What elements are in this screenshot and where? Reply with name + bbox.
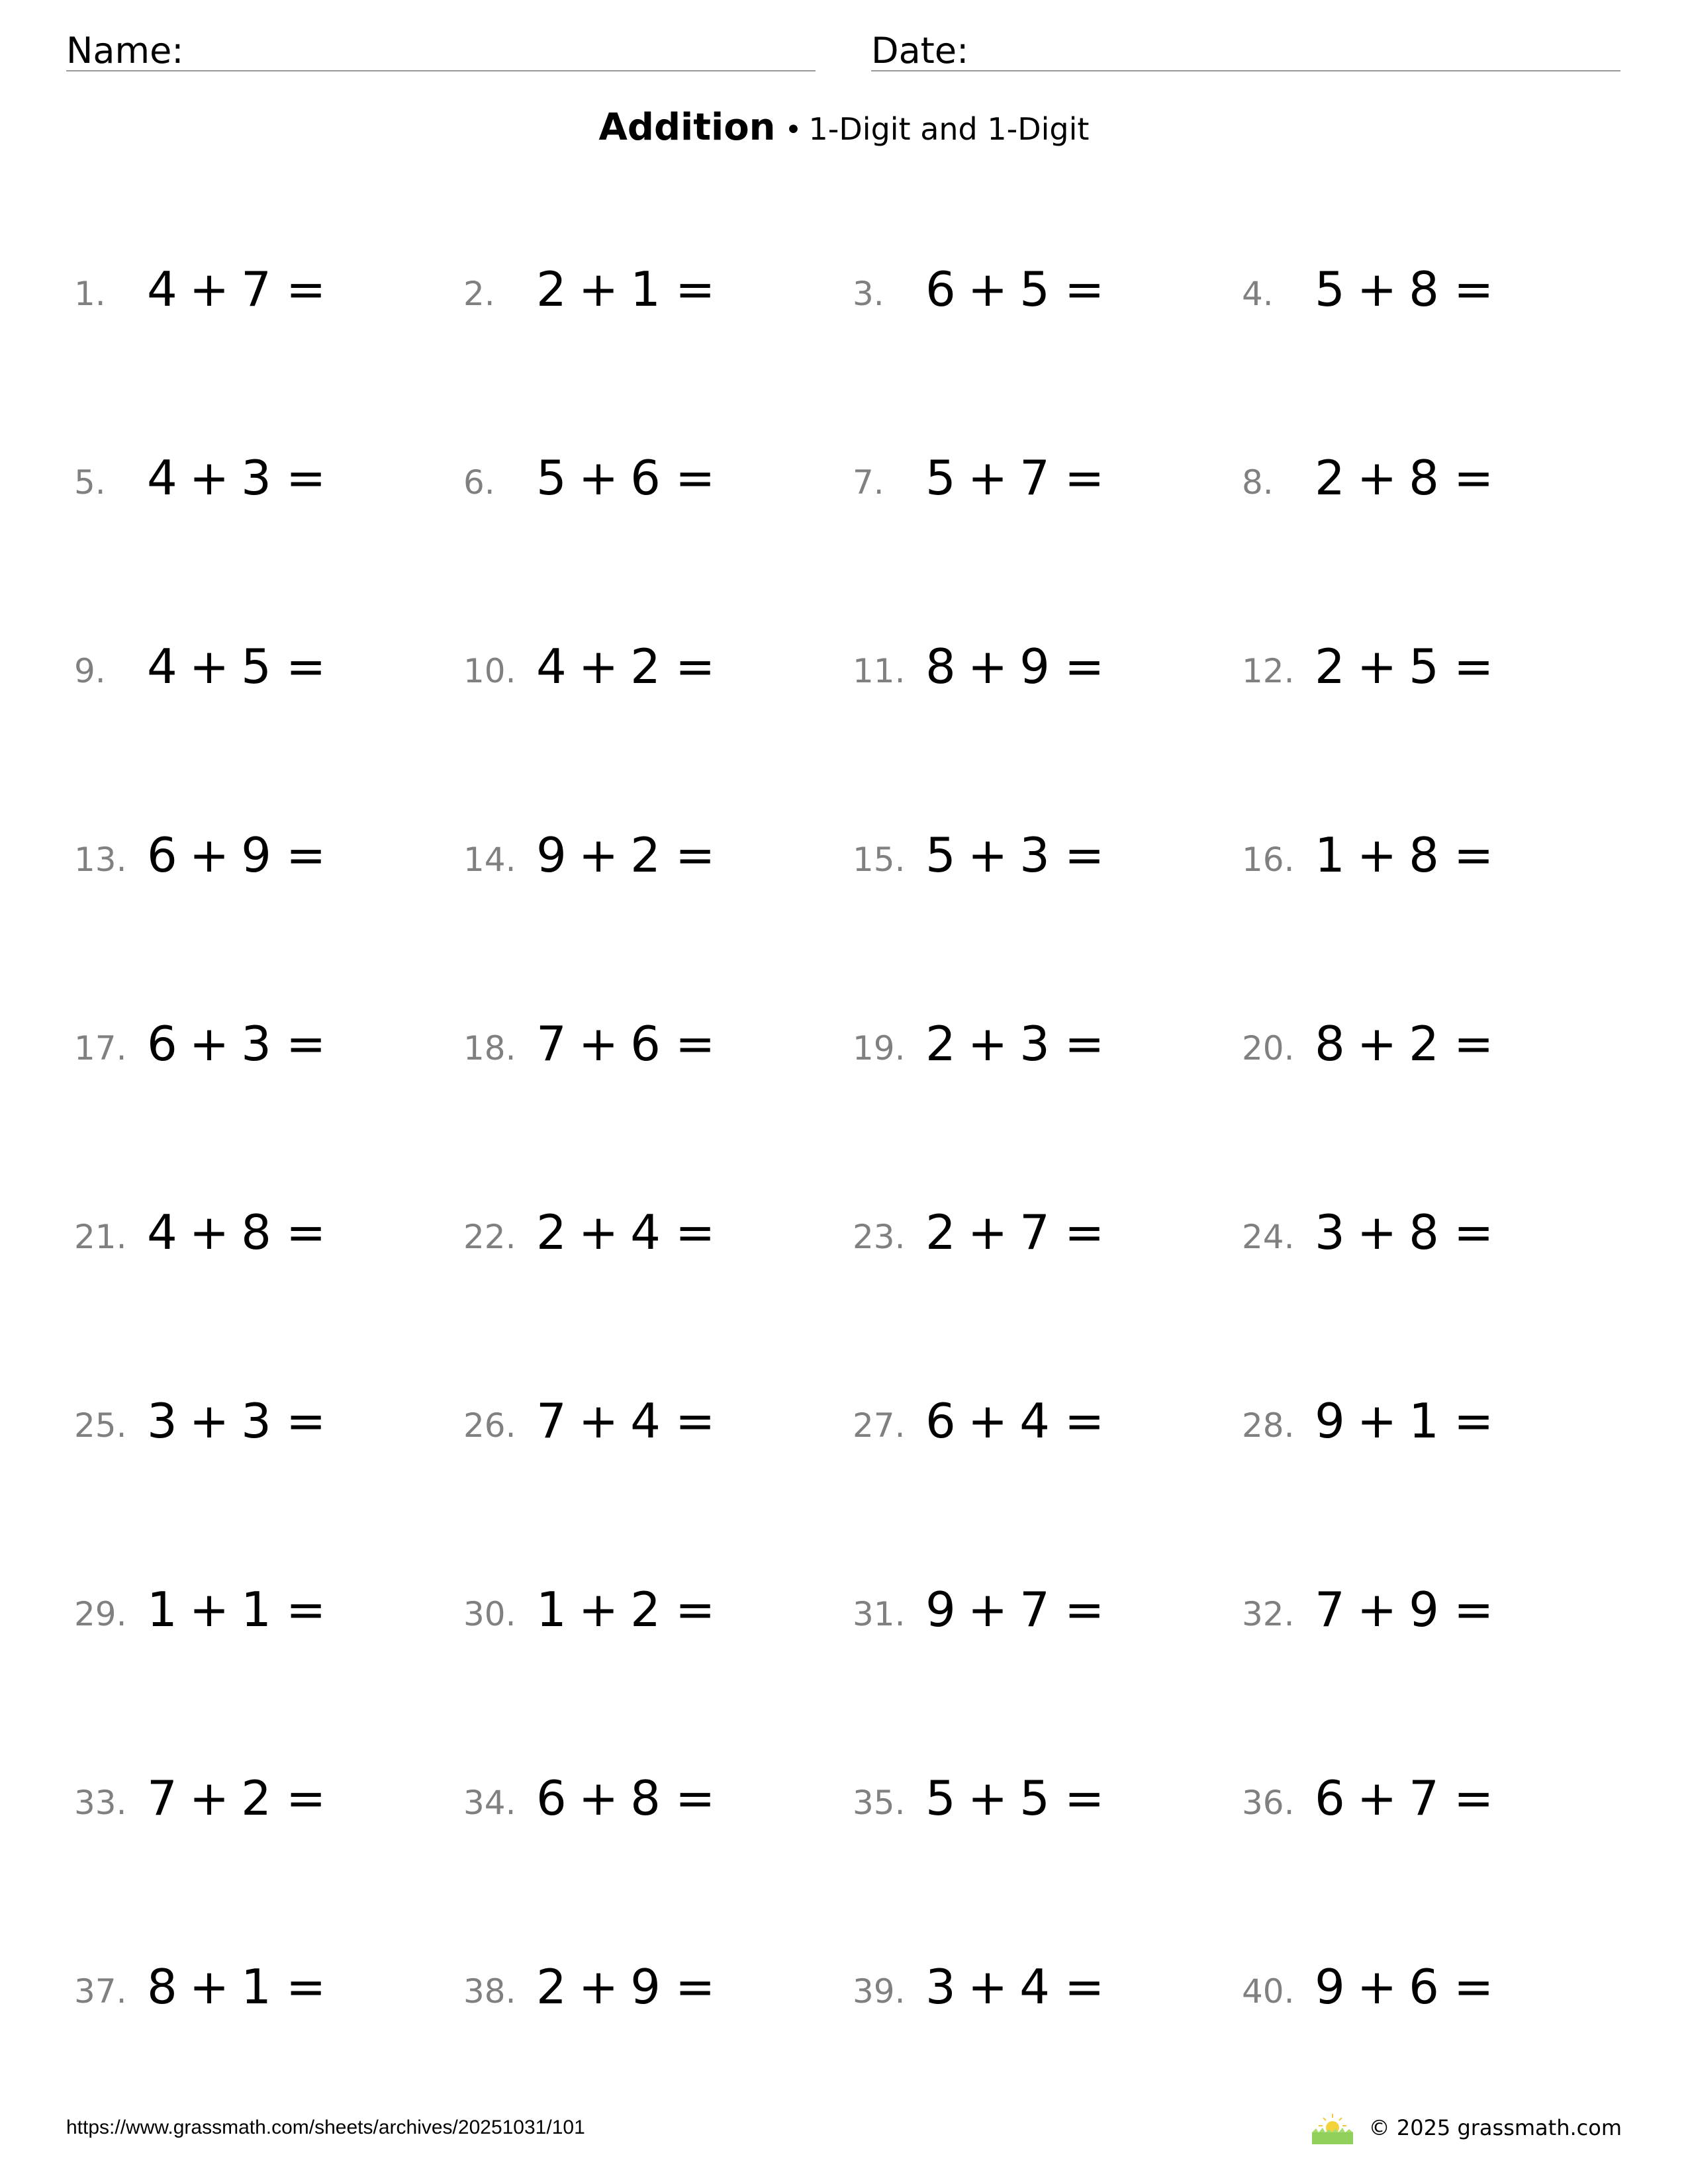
operand-b: 2 [630,639,662,694]
operand-a: 8 [1315,1016,1346,1071]
problem-expression [925,261,1105,317]
problem-expression [536,1582,716,1637]
problem-item [463,1380,853,1569]
plus-sign: + [578,1770,620,1826]
problem-expression [536,1959,716,2015]
problem-expression [536,1770,716,1826]
equals-sign: = [675,827,717,883]
operand-b: 5 [1409,639,1440,694]
equals-sign: = [1453,1393,1495,1449]
problem-number: 13. [74,841,127,879]
problem-expression [147,1016,327,1071]
equals-sign: = [1064,1016,1106,1071]
equals-sign: = [1064,639,1106,694]
plus-sign: + [1356,1770,1399,1826]
equals-sign: = [1453,1959,1495,2015]
operand-a: 6 [536,1770,568,1826]
operand-a: 9 [1315,1959,1346,2015]
problem-number: 36. [1242,1784,1295,1822]
operand-a: 3 [147,1393,179,1449]
footer-url: https://www.grassmath.com/sheets/archives/20251031/101 [66,2116,585,2138]
problem-expression [536,827,716,883]
problem-expression [925,1582,1105,1637]
problem-expression [925,450,1105,506]
problem-number: 31. [853,1595,906,1633]
problem-expression [536,1205,716,1260]
equals-sign: = [285,1016,328,1071]
operand-a: 2 [1315,639,1346,694]
problem-expression [536,261,716,317]
equals-sign: = [675,1770,717,1826]
problem-item [1242,1946,1631,2134]
problem-expression [1315,1959,1495,2015]
plus-sign: + [578,827,620,883]
operand-b: 6 [630,450,662,506]
problem-expression [1315,450,1495,506]
operand-b: 8 [630,1770,662,1826]
problem-number: 28. [1242,1406,1295,1445]
problem-number: 29. [74,1595,127,1633]
plus-sign: + [189,827,231,883]
problem-item [463,1757,853,1946]
operand-b: 2 [630,827,662,883]
problem-expression [147,639,327,694]
equals-sign: = [1064,450,1106,506]
problem-item [1242,248,1631,437]
operand-b: 8 [1409,1205,1440,1260]
problem-item [853,814,1242,1003]
operand-b: 3 [1019,1016,1051,1071]
plus-sign: + [578,1582,620,1637]
operand-a: 9 [536,827,568,883]
operand-b: 5 [241,639,273,694]
problem-number: 20. [1242,1029,1295,1068]
operand-b: 8 [1409,827,1440,883]
problem-expression [536,1016,716,1071]
plus-sign: + [967,1016,1009,1071]
operand-b: 9 [1409,1582,1440,1637]
equals-sign: = [285,827,328,883]
operand-a: 5 [925,827,957,883]
equals-sign: = [285,639,328,694]
problem-item [74,1191,463,1380]
problem-number: 11. [853,652,906,690]
problem-expression [147,1205,327,1260]
equals-sign: = [675,639,717,694]
operand-b: 7 [1019,1205,1051,1260]
problem-expression [925,1959,1105,2015]
operand-a: 7 [536,1393,568,1449]
problem-item [74,1946,463,2134]
operand-b: 8 [1409,450,1440,506]
problem-item [463,1003,853,1191]
equals-sign: = [1064,1582,1106,1637]
equals-sign: = [285,1770,328,1826]
problem-item [1242,1569,1631,1757]
plus-sign: + [967,1205,1009,1260]
problem-expression [147,1959,327,2015]
equals-sign: = [285,1393,328,1449]
equals-sign: = [1453,1205,1495,1260]
problem-expression [1315,827,1495,883]
problem-number: 27. [853,1406,906,1445]
plus-sign: + [189,450,231,506]
operand-b: 3 [241,1016,273,1071]
plus-sign: + [578,1205,620,1260]
problem-item [1242,1380,1631,1569]
problem-item [853,437,1242,625]
operand-a: 6 [147,827,179,883]
problem-expression [536,450,716,506]
operand-b: 1 [630,261,662,317]
date-label: Date: [871,30,969,71]
operand-a: 1 [536,1582,568,1637]
equals-sign: = [1453,1770,1495,1826]
equals-sign: = [1064,1770,1106,1826]
equals-sign: = [1453,827,1495,883]
plus-sign: + [1356,1205,1399,1260]
problem-item [74,625,463,814]
operand-b: 7 [241,261,273,317]
title-main: Addition [598,106,776,149]
equals-sign: = [285,450,328,506]
plus-sign: + [189,1770,231,1826]
operand-b: 5 [1019,261,1051,317]
sun-over-grass-icon [1311,2111,1354,2144]
problem-number: 32. [1242,1595,1295,1633]
equals-sign: = [1064,827,1106,883]
problem-expression [147,261,327,317]
problem-item [853,1757,1242,1946]
equals-sign: = [675,1205,717,1260]
operand-a: 5 [1315,261,1346,317]
operand-a: 4 [147,639,179,694]
problem-item [74,1003,463,1191]
problem-number: 25. [74,1406,127,1445]
problem-item [74,437,463,625]
problem-item [74,1757,463,1946]
problem-item [74,1569,463,1757]
problem-number: 23. [853,1218,906,1256]
problem-item [853,1191,1242,1380]
problem-number: 35. [853,1784,906,1822]
operand-a: 1 [147,1582,179,1637]
equals-sign: = [1453,1582,1495,1637]
operand-b: 9 [241,827,273,883]
problem-expression [1315,639,1495,694]
operand-a: 6 [925,261,957,317]
equals-sign: = [1064,1393,1106,1449]
equals-sign: = [285,261,328,317]
problem-item [853,1380,1242,1569]
equals-sign: = [1064,1205,1106,1260]
problem-item [853,1003,1242,1191]
plus-sign: + [189,1205,231,1260]
problem-number: 18. [463,1029,516,1068]
problem-number: 8. [1242,463,1274,502]
operand-a: 8 [925,639,957,694]
problem-expression [925,1205,1105,1260]
problem-number: 40. [1242,1972,1295,2011]
operand-b: 4 [630,1205,662,1260]
problem-number: 1. [74,275,106,313]
problem-item [463,437,853,625]
problem-item [853,248,1242,437]
operand-a: 5 [925,1770,957,1826]
operand-b: 6 [1409,1959,1440,2015]
problem-item [463,1191,853,1380]
equals-sign: = [675,1959,717,2015]
plus-sign: + [967,1393,1009,1449]
plus-sign: + [1356,450,1399,506]
plus-sign: + [189,639,231,694]
operand-a: 9 [925,1582,957,1637]
plus-sign: + [578,1959,620,2015]
problem-item [1242,1191,1631,1380]
problem-item [1242,1757,1631,1946]
operand-a: 6 [1315,1770,1346,1826]
equals-sign: = [1453,450,1495,506]
problem-number: 15. [853,841,906,879]
problem-item [853,1569,1242,1757]
copyright-text: © 2025 grassmath.com [1368,2115,1622,2140]
problem-number: 10. [463,652,516,690]
operand-a: 5 [536,450,568,506]
operand-a: 9 [1315,1393,1346,1449]
operand-b: 1 [241,1582,273,1637]
operand-a: 7 [147,1770,179,1826]
problem-expression [925,1770,1105,1826]
problem-grid [74,248,1630,2148]
operand-b: 6 [630,1016,662,1071]
problem-number: 34. [463,1784,516,1822]
plus-sign: + [967,450,1009,506]
operand-b: 9 [630,1959,662,2015]
problem-number: 6. [463,463,495,502]
problem-number: 24. [1242,1218,1295,1256]
problem-item [1242,625,1631,814]
operand-a: 4 [536,639,568,694]
operand-a: 3 [925,1959,957,2015]
operand-b: 7 [1019,1582,1051,1637]
operand-a: 4 [147,450,179,506]
problem-number: 17. [74,1029,127,1068]
problem-number: 22. [463,1218,516,1256]
problem-item [74,248,463,437]
operand-a: 7 [1315,1582,1346,1637]
operand-a: 7 [536,1016,568,1071]
equals-sign: = [1064,261,1106,317]
problem-number: 9. [74,652,106,690]
plus-sign: + [1356,1393,1399,1449]
problem-item [1242,1003,1631,1191]
problem-item [1242,437,1631,625]
problem-item [463,625,853,814]
operand-b: 3 [241,1393,273,1449]
problem-expression [147,1582,327,1637]
problem-number: 12. [1242,652,1295,690]
plus-sign: + [189,1016,231,1071]
problem-expression [925,827,1105,883]
problem-expression [925,1393,1105,1449]
problem-number: 30. [463,1595,516,1633]
equals-sign: = [675,1582,717,1637]
plus-sign: + [1356,1959,1399,2015]
equals-sign: = [285,1582,328,1637]
plus-sign: + [578,639,620,694]
problem-number: 21. [74,1218,127,1256]
equals-sign: = [1064,1959,1106,2015]
operand-b: 2 [241,1770,273,1826]
plus-sign: + [189,1959,231,2015]
problem-number: 5. [74,463,106,502]
operand-a: 2 [1315,450,1346,506]
plus-sign: + [1356,261,1399,317]
plus-sign: + [189,1582,231,1637]
equals-sign: = [285,1205,328,1260]
problem-item [74,1380,463,1569]
plus-sign: + [967,639,1009,694]
operand-a: 4 [147,261,179,317]
operand-a: 3 [1315,1205,1346,1260]
operand-a: 2 [536,261,568,317]
problem-item [463,1569,853,1757]
problem-item [853,1946,1242,2134]
problem-number: 38. [463,1972,516,2011]
title-subtitle: 1-Digit and 1-Digit [808,111,1090,147]
operand-b: 5 [1019,1770,1051,1826]
name-field[interactable] [66,20,816,71]
footer-brand [1311,2111,1622,2144]
problem-expression [1315,1205,1495,1260]
equals-sign: = [285,1959,328,2015]
plus-sign: + [967,827,1009,883]
problem-number: 26. [463,1406,516,1445]
equals-sign: = [1453,639,1495,694]
operand-b: 1 [241,1959,273,2015]
plus-sign: + [578,261,620,317]
problem-number: 7. [853,463,884,502]
equals-sign: = [675,261,717,317]
plus-sign: + [967,261,1009,317]
problem-number: 33. [74,1784,127,1822]
equals-sign: = [675,450,717,506]
problem-number: 19. [853,1029,906,1068]
operand-a: 8 [147,1959,179,2015]
operand-b: 7 [1409,1770,1440,1826]
problem-number: 39. [853,1972,906,2011]
equals-sign: = [675,1393,717,1449]
operand-b: 9 [1019,639,1051,694]
problem-expression [147,1393,327,1449]
plus-sign: + [578,450,620,506]
date-field[interactable] [871,20,1620,71]
problem-expression [1315,261,1495,317]
problem-item [1242,814,1631,1003]
operand-b: 3 [1019,827,1051,883]
plus-sign: + [578,1016,620,1071]
problem-number: 16. [1242,841,1295,879]
plus-sign: + [1356,639,1399,694]
problem-number: 2. [463,275,495,313]
problem-expression [1315,1582,1495,1637]
equals-sign: = [1453,1016,1495,1071]
operand-a: 2 [536,1959,568,2015]
equals-sign: = [675,1016,717,1071]
problem-expression [925,639,1105,694]
plus-sign: + [189,1393,231,1449]
title-separator: • [784,113,802,147]
problem-item [463,248,853,437]
problem-item [74,814,463,1003]
operand-a: 1 [1315,827,1346,883]
problem-item [463,1946,853,2134]
plus-sign: + [967,1959,1009,2015]
operand-b: 4 [1019,1393,1051,1449]
plus-sign: + [967,1770,1009,1826]
problem-expression [1315,1393,1495,1449]
problem-expression [536,1393,716,1449]
problem-expression [1315,1016,1495,1071]
operand-a: 4 [147,1205,179,1260]
problem-expression [536,639,716,694]
operand-b: 8 [1409,261,1440,317]
equals-sign: = [1453,261,1495,317]
operand-a: 2 [925,1205,957,1260]
problem-expression [1315,1770,1495,1826]
operand-b: 4 [630,1393,662,1449]
operand-b: 4 [1019,1959,1051,2015]
operand-a: 2 [925,1016,957,1071]
plus-sign: + [1356,1016,1399,1071]
operand-b: 2 [630,1582,662,1637]
problem-expression [925,1016,1105,1071]
plus-sign: + [189,261,231,317]
operand-a: 6 [925,1393,957,1449]
operand-b: 3 [241,450,273,506]
problem-number: 14. [463,841,516,879]
name-label: Name: [66,30,184,71]
operand-b: 2 [1409,1016,1440,1071]
problem-expression [147,827,327,883]
problem-item [853,625,1242,814]
operand-b: 7 [1019,450,1051,506]
problem-number: 37. [74,1972,127,2011]
problem-number: 3. [853,275,884,313]
problem-expression [147,1770,327,1826]
problem-number: 4. [1242,275,1274,313]
plus-sign: + [1356,827,1399,883]
problem-item [463,814,853,1003]
worksheet-title [0,106,1688,149]
plus-sign: + [578,1393,620,1449]
operand-a: 2 [536,1205,568,1260]
plus-sign: + [967,1582,1009,1637]
operand-b: 8 [241,1205,273,1260]
problem-expression [147,450,327,506]
plus-sign: + [1356,1582,1399,1637]
operand-b: 1 [1409,1393,1440,1449]
operand-a: 5 [925,450,957,506]
operand-a: 6 [147,1016,179,1071]
